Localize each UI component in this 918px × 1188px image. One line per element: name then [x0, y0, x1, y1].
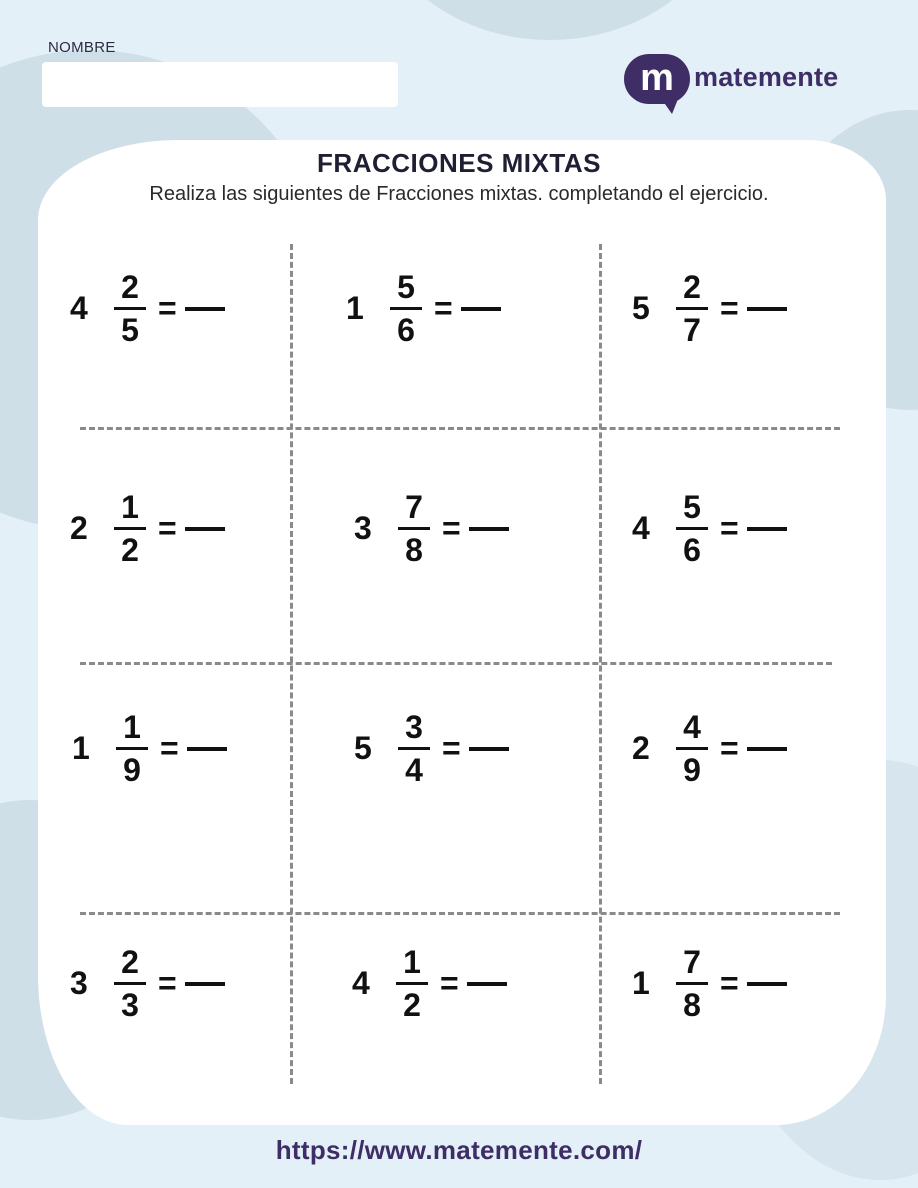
- fraction-problem: [352, 944, 507, 1023]
- denominator: 2: [403, 987, 421, 1023]
- denominator: 3: [121, 987, 139, 1023]
- fraction-problem: [632, 944, 787, 1023]
- fraction-problem: [632, 269, 787, 348]
- denominator: 8: [683, 987, 701, 1023]
- answer-blank[interactable]: [469, 527, 509, 531]
- answer-blank[interactable]: [187, 747, 227, 751]
- fraction: [116, 709, 148, 788]
- fraction-bar: [676, 307, 708, 310]
- fraction-problem: [354, 489, 509, 568]
- whole-number: 4: [632, 510, 650, 546]
- answer-blank[interactable]: [461, 307, 501, 311]
- answer-blank[interactable]: [747, 747, 787, 751]
- equals-sign: =: [440, 965, 459, 1001]
- answer-blank[interactable]: [747, 982, 787, 986]
- fraction-problem: [70, 944, 225, 1023]
- denominator: 5: [121, 312, 139, 348]
- equals-sign: =: [160, 730, 179, 766]
- denominator: 9: [123, 752, 141, 788]
- numerator: 2: [121, 944, 139, 980]
- answer-blank[interactable]: [469, 747, 509, 751]
- fraction: [396, 944, 428, 1023]
- answer-blank[interactable]: [747, 307, 787, 311]
- whole-number: 2: [632, 730, 650, 766]
- fraction: [114, 489, 146, 568]
- fraction-problem: [354, 709, 509, 788]
- whole-number: 1: [72, 730, 90, 766]
- equals-sign: =: [720, 510, 739, 546]
- whole-number: 1: [346, 290, 364, 326]
- whole-number: 3: [70, 965, 88, 1001]
- fraction: [676, 489, 708, 568]
- name-label: NOMBRE: [48, 39, 116, 56]
- fraction-problem: [70, 489, 225, 568]
- fraction: [114, 944, 146, 1023]
- fraction-bar: [114, 982, 146, 985]
- fraction-problem: [632, 489, 787, 568]
- fraction-bar: [390, 307, 422, 310]
- answer-blank[interactable]: [185, 982, 225, 986]
- whole-number: 2: [70, 510, 88, 546]
- denominator: 2: [121, 532, 139, 568]
- name-field[interactable]: [42, 62, 398, 107]
- fraction-bar: [114, 307, 146, 310]
- equals-sign: =: [158, 510, 177, 546]
- fraction-bar: [396, 982, 428, 985]
- equals-sign: =: [434, 290, 453, 326]
- numerator: 2: [121, 269, 139, 305]
- fraction: [676, 269, 708, 348]
- fraction-bar: [398, 527, 430, 530]
- background-blob: [370, 0, 730, 40]
- equals-sign: =: [442, 730, 461, 766]
- numerator: 4: [683, 709, 701, 745]
- whole-number: 1: [632, 965, 650, 1001]
- footer-url[interactable]: https://www.matemente.com/: [275, 1135, 643, 1165]
- logo-letter: m: [640, 57, 674, 99]
- fraction-problem: [346, 269, 501, 348]
- equals-sign: =: [720, 290, 739, 326]
- fraction: [114, 269, 146, 348]
- fraction-bar: [116, 747, 148, 750]
- fraction: [676, 944, 708, 1023]
- fraction-problem: [70, 269, 225, 348]
- numerator: 5: [397, 269, 415, 305]
- answer-blank[interactable]: [467, 982, 507, 986]
- fraction-bar: [676, 982, 708, 985]
- answer-blank[interactable]: [747, 527, 787, 531]
- worksheet-instructions: Realiza las siguientes de Fracciones mixtas. completando el ejercicio.: [149, 183, 769, 205]
- row-divider: [80, 912, 840, 915]
- fraction-problem: [72, 709, 227, 788]
- fraction-bar: [114, 527, 146, 530]
- equals-sign: =: [158, 290, 177, 326]
- denominator: 9: [683, 752, 701, 788]
- whole-number: 5: [354, 730, 372, 766]
- denominator: 8: [405, 532, 423, 568]
- fraction-problem: [632, 709, 787, 788]
- fraction: [390, 269, 422, 348]
- numerator: 2: [683, 269, 701, 305]
- fraction-bar: [676, 527, 708, 530]
- equals-sign: =: [158, 965, 177, 1001]
- numerator: 5: [683, 489, 701, 525]
- numerator: 3: [405, 709, 423, 745]
- fraction: [398, 489, 430, 568]
- fraction-bar: [676, 747, 708, 750]
- fraction-bar: [398, 747, 430, 750]
- fraction: [398, 709, 430, 788]
- whole-number: 3: [354, 510, 372, 546]
- denominator: 6: [397, 312, 415, 348]
- fraction: [676, 709, 708, 788]
- numerator: 1: [403, 944, 421, 980]
- denominator: 4: [405, 752, 423, 788]
- denominator: 7: [683, 312, 701, 348]
- row-divider: [80, 427, 840, 430]
- equals-sign: =: [442, 510, 461, 546]
- numerator: 1: [121, 489, 139, 525]
- whole-number: 4: [352, 965, 370, 1001]
- answer-blank[interactable]: [185, 307, 225, 311]
- denominator: 6: [683, 532, 701, 568]
- equals-sign: =: [720, 730, 739, 766]
- logo-text: matemente: [694, 62, 839, 92]
- equals-sign: =: [720, 965, 739, 1001]
- answer-blank[interactable]: [185, 527, 225, 531]
- worksheet-title: FRACCIONES MIXTAS: [317, 148, 601, 178]
- numerator: 1: [123, 709, 141, 745]
- numerator: 7: [683, 944, 701, 980]
- row-divider: [80, 662, 832, 665]
- numerator: 7: [405, 489, 423, 525]
- whole-number: 5: [632, 290, 650, 326]
- whole-number: 4: [70, 290, 88, 326]
